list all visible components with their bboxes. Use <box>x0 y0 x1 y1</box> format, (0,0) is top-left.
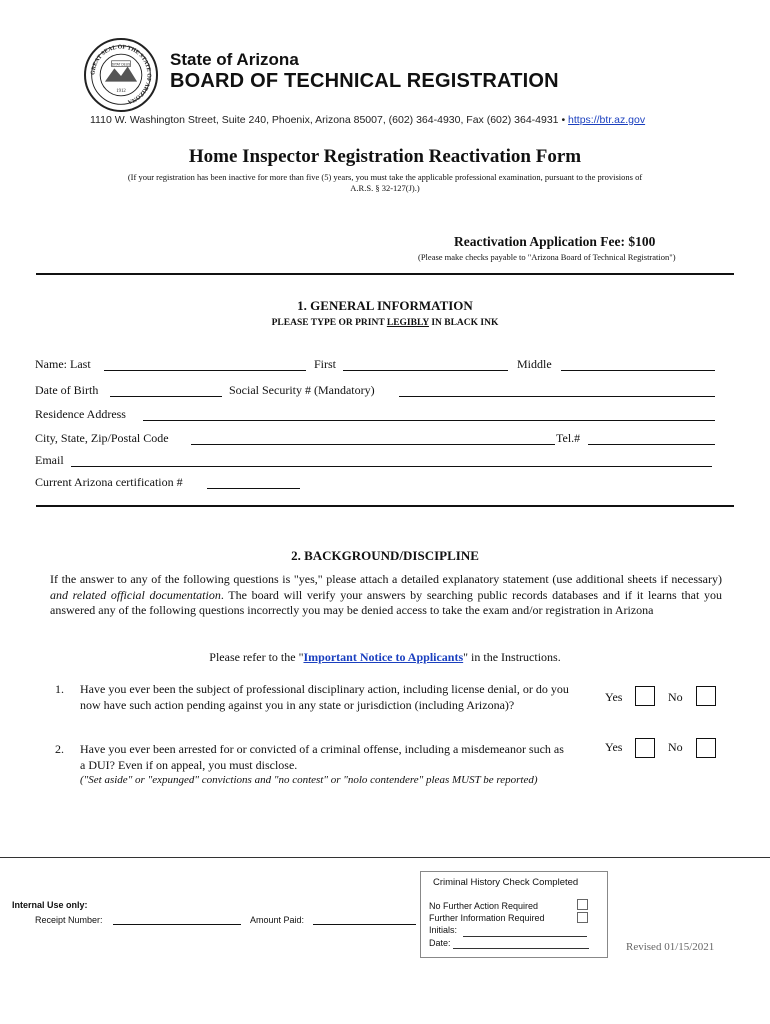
no-further-action-label: No Further Action Required <box>429 901 539 911</box>
question2-text: Have you ever been arrested for or convicted of a criminal offense, including a misdemeanor such as a DUI? Even if on appeal, you must disclose. <box>80 742 564 772</box>
question1-text: Have you ever been the subject of professional disciplinary action, including license denial, or do you now have such action pending against you in any state or jurisdiction (including Arizona)? <box>80 682 569 712</box>
fee-note: (Please make checks payable to "Arizona Board of Technical Registration") <box>418 252 676 262</box>
form-subnote: (If your registration has been inactive for more than five (5) years, you must take the applicable professional examination, pursuant to the provisions of A.R.S. § 32-127(J).) <box>127 172 643 193</box>
notice-before: Please refer to the " <box>209 650 304 664</box>
question2-yes-label: Yes <box>605 740 623 754</box>
revised-date: Revised 01/15/2021 <box>626 941 715 953</box>
input-last-name[interactable] <box>104 370 306 371</box>
receipt-number-label: Receipt Number: <box>35 915 103 925</box>
further-info-label: Further Information Required <box>429 913 545 923</box>
question1-no-checkbox[interactable] <box>696 686 716 706</box>
label-cert: Current Arizona certification # <box>35 475 183 489</box>
agency-line1: State of Arizona <box>170 50 299 69</box>
receipt-number-input[interactable] <box>113 924 241 925</box>
label-name-last: Name: Last <box>35 357 91 371</box>
input-cert[interactable] <box>207 488 300 489</box>
initials-label: Initials: <box>429 925 458 935</box>
label-dob: Date of Birth <box>35 383 99 397</box>
input-middle-name[interactable] <box>561 370 715 371</box>
label-city: City, State, Zip/Postal Code <box>35 431 169 445</box>
input-residence[interactable] <box>143 420 715 421</box>
address-text: 1110 W. Washington Street, Suite 240, Phoenix, Arizona 85007, (602) 364-4930, Fax (602) 364-4931 • <box>90 114 566 126</box>
section1-title: 1. GENERAL INFORMATION <box>297 298 473 313</box>
input-dob[interactable] <box>110 396 222 397</box>
criminal-history-title: Criminal History Check Completed <box>433 877 579 888</box>
input-tel[interactable] <box>588 444 715 445</box>
amount-paid-input[interactable] <box>313 924 416 925</box>
section1-sub-emph: LEGIBLY <box>386 318 429 328</box>
question1-yes-label: Yes <box>605 690 623 704</box>
label-tel: Tel.# <box>556 431 581 445</box>
label-first-name: First <box>314 357 337 371</box>
question2-number: 2. <box>55 742 64 756</box>
agency-name: BOARD OF TECHNICAL REGISTRATION <box>170 70 559 92</box>
question2-yes-checkbox[interactable] <box>635 738 655 758</box>
divider-footer <box>0 857 770 858</box>
section1-sub-after: IN BLACK INK <box>428 318 499 328</box>
label-email: Email <box>35 453 64 467</box>
state-seal-graphic <box>86 40 156 110</box>
label-middle-name: Middle <box>517 357 552 371</box>
internal-use-label: Internal Use only: <box>12 900 88 910</box>
initials-input[interactable] <box>463 936 587 937</box>
seal-motto: DITAT DEUS <box>111 62 131 67</box>
notice-after: " in the Instructions. <box>463 650 561 664</box>
question2-note: ("Set aside" or "expunged" convictions and "no contest" or "nolo contendere" pleas MUST be reported) <box>80 774 538 786</box>
divider-middle <box>36 505 734 507</box>
input-ssn[interactable] <box>399 396 715 397</box>
input-first-name[interactable] <box>343 370 508 371</box>
form-title: Home Inspector Registration Reactivation Form <box>188 146 582 167</box>
seal-text: GREAT SEAL OF THE STATE OF ARIZONA <box>90 44 152 105</box>
further-info-checkbox[interactable] <box>577 912 588 923</box>
label-ssn: Social Security # (Mandatory) <box>229 383 375 397</box>
label-residence: Residence Address <box>35 407 126 421</box>
input-city[interactable] <box>191 444 555 445</box>
question2-no-label: No <box>668 740 683 754</box>
important-notice-link[interactable]: Important Notice to Applicants <box>303 650 464 664</box>
section2-intro <box>50 572 722 619</box>
no-further-action-checkbox[interactable] <box>577 899 588 910</box>
criminal-history-box <box>420 871 608 958</box>
intro-part2: . The board will verify your answers by searching public records databases and if it learns that you answered any of the following questions incorrectly you may be denied access to take the exam and/or registration in Arizona <box>50 587 722 617</box>
question2-no-checkbox[interactable] <box>696 738 716 758</box>
fee-label: Reactivation Application Fee: $100 <box>454 234 656 249</box>
intro-italic: and related official documentation <box>50 587 221 602</box>
section2-title: 2. BACKGROUND/DISCIPLINE <box>291 548 479 563</box>
website-link[interactable]: https://btr.az.gov <box>568 114 646 126</box>
question1-number: 1. <box>55 682 64 696</box>
state-seal <box>84 38 158 112</box>
date-input[interactable] <box>453 948 589 949</box>
question1-no-label: No <box>668 690 683 704</box>
amount-paid-label: Amount Paid: <box>250 915 305 925</box>
section1-instructions <box>0 318 770 328</box>
section1-sub-before: PLEASE TYPE OR PRINT <box>271 318 387 328</box>
input-email[interactable] <box>71 466 712 467</box>
divider-top <box>36 273 734 275</box>
date-label: Date: <box>429 938 451 948</box>
question1-yes-checkbox[interactable] <box>635 686 655 706</box>
intro-part1: If the answer to any of the following questions is "yes," please attach a detailed explanatory statement (use additional sheets if necessary) <box>50 572 722 586</box>
seal-year: 1912 <box>116 89 126 95</box>
agency-address <box>90 114 645 126</box>
notice-line <box>0 650 770 665</box>
